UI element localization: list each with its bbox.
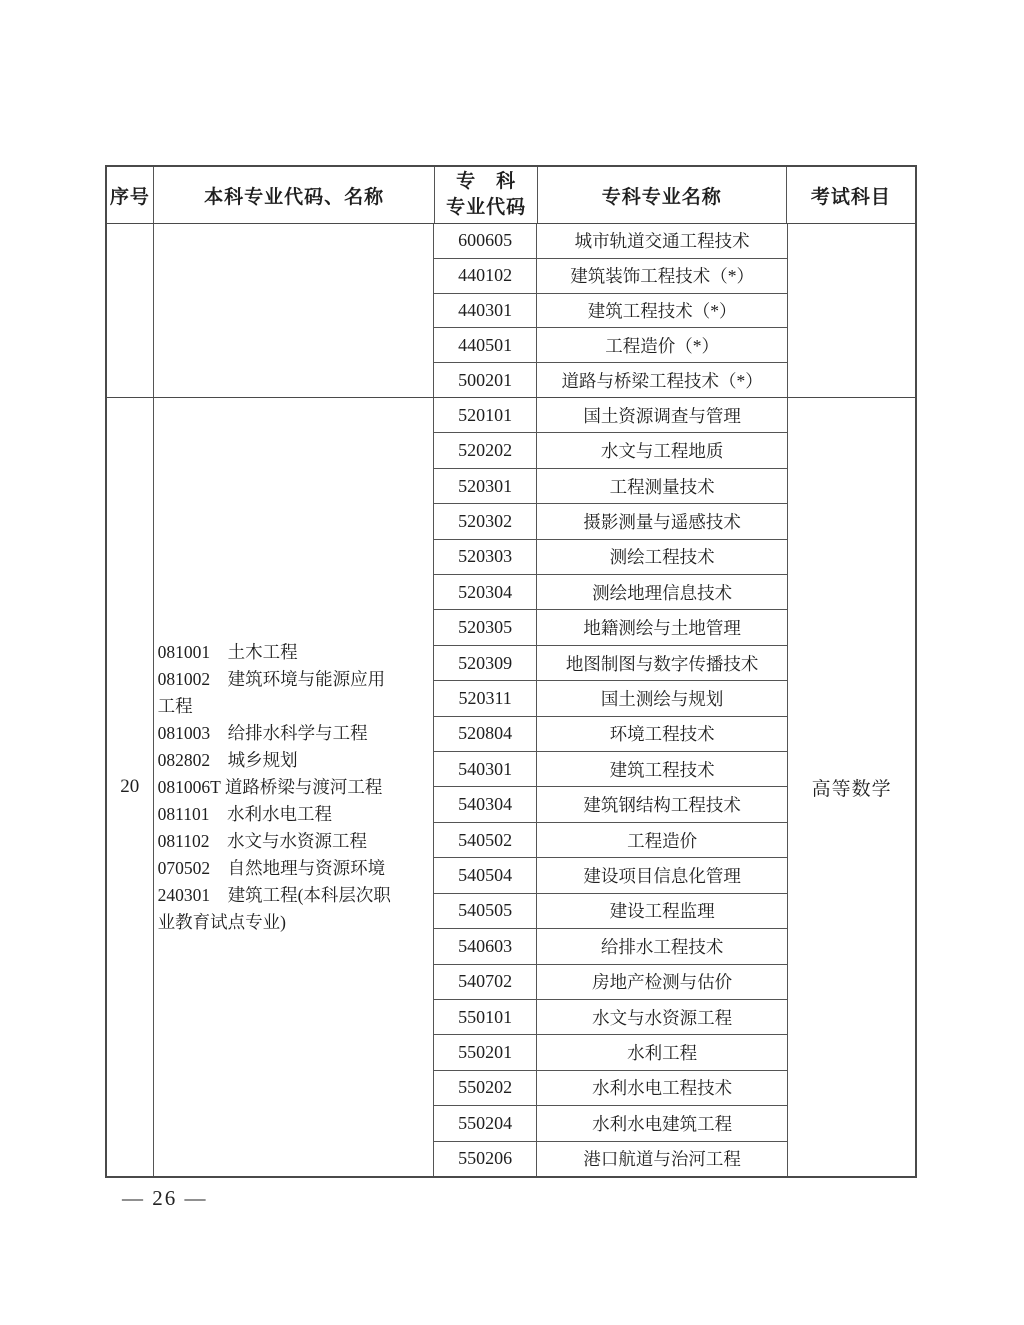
header-college-name-label: 专科专业名称	[601, 186, 722, 208]
header-seq	[107, 167, 154, 223]
table-row	[434, 823, 787, 858]
table-row	[434, 858, 787, 893]
college-major-name: 道路与桥梁工程技术（*）	[561, 370, 763, 391]
college-major-code: 500201	[434, 363, 537, 397]
undergrad-major-line: 081002 建筑环境与能源应用	[157, 668, 386, 689]
table-row	[434, 328, 787, 363]
college-major-name: 建筑钢结构工程技术	[583, 795, 741, 816]
table-row	[434, 1000, 787, 1035]
college-major-code: 540603	[434, 929, 537, 963]
table-row	[434, 1106, 787, 1141]
table-row	[434, 965, 787, 1000]
college-major-code: 520304	[434, 575, 537, 609]
college-major-code: 540301	[434, 752, 537, 786]
college-major-name: 摄影测量与遥感技术	[583, 511, 741, 532]
table-section-row-20	[107, 398, 915, 1176]
exam-subject-cell: 高等数学	[787, 398, 915, 1176]
college-major-name: 给排水工程技术	[600, 936, 724, 957]
undergrad-major-line: 081001 土木工程	[157, 641, 298, 662]
college-major-code: 550101	[434, 1000, 537, 1034]
undergrad-major-line: 070502 自然地理与资源环境	[157, 857, 386, 878]
table-row	[434, 752, 787, 787]
table-row	[434, 610, 787, 645]
table-row	[434, 575, 787, 610]
table-row	[434, 259, 787, 294]
college-major-code: 550201	[434, 1035, 537, 1069]
table-row	[434, 1035, 787, 1070]
college-major-name: 工程造价	[627, 830, 698, 851]
table-row	[434, 787, 787, 822]
table-row	[434, 504, 787, 539]
college-major-code: 520305	[434, 610, 537, 644]
header-college-name	[538, 167, 787, 223]
college-major-code: 600605	[434, 224, 537, 258]
college-major-code: 550202	[434, 1071, 537, 1105]
college-major-code: 520202	[434, 433, 537, 467]
table-row	[434, 1071, 787, 1106]
undergrad-major-line: 081102 水文与水资源工程	[157, 830, 367, 851]
college-major-code: 520309	[434, 646, 537, 680]
page-number: — 26 —	[122, 1186, 208, 1210]
seq-cell: 20	[107, 398, 154, 1176]
college-major-name: 工程测量技术	[609, 476, 715, 497]
college-major-name: 建筑装饰工程技术（*）	[570, 266, 755, 287]
college-major-name: 城市轨道交通工程技术	[574, 231, 750, 252]
table-header-row	[107, 167, 915, 224]
table-section-continued	[107, 224, 915, 398]
college-major-rows	[434, 224, 787, 397]
college-major-code: 520804	[434, 717, 537, 751]
table-row	[434, 224, 787, 259]
college-major-code: 520101	[434, 398, 537, 432]
undergrad-majors-cell	[154, 398, 435, 1176]
header-college-code	[435, 167, 538, 223]
college-major-name: 水文与水资源工程	[592, 1007, 733, 1028]
undergrad-major-line: 240301 建筑工程(本科层次职	[157, 884, 391, 905]
table-row	[434, 540, 787, 575]
college-major-code: 550206	[434, 1142, 537, 1176]
college-major-name: 测绘地理信息技术	[592, 582, 733, 603]
table-row	[434, 294, 787, 329]
college-major-code: 520303	[434, 540, 537, 574]
header-exam-subject	[787, 167, 915, 223]
undergrad-major-line: 081101 水利水电工程	[157, 803, 332, 824]
undergrad-major-line: 081006T 道路桥梁与渡河工程	[157, 776, 383, 797]
college-major-code: 440301	[434, 294, 537, 328]
college-major-code: 540505	[434, 894, 537, 928]
college-major-name: 建设项目信息化管理	[583, 865, 741, 886]
table-row	[434, 363, 787, 397]
college-major-name: 国土测绘与规划	[600, 688, 724, 709]
college-major-name: 建筑工程技术	[609, 759, 715, 780]
college-major-name: 建设工程监理	[609, 901, 715, 922]
college-major-rows	[434, 398, 787, 1176]
college-major-code: 540504	[434, 858, 537, 892]
header-college-code-line1: 专 科	[456, 171, 517, 192]
header-exam-label: 考试科目	[810, 186, 891, 208]
seq-cell	[107, 224, 154, 397]
college-major-name: 水利水电工程技术	[592, 1078, 733, 1099]
majors-exam-table	[105, 165, 917, 1178]
college-major-name: 工程造价（*）	[605, 335, 720, 356]
college-major-name: 水利工程	[627, 1043, 698, 1064]
undergrad-major-line: 082802 城乡规划	[157, 749, 298, 770]
college-major-name: 环境工程技术	[609, 724, 715, 745]
table-row	[434, 681, 787, 716]
header-college-code-line2: 专业代码	[446, 197, 527, 218]
table-row	[434, 433, 787, 468]
college-major-name: 国土资源调查与管理	[583, 405, 741, 426]
college-major-name: 港口航道与治河工程	[583, 1149, 741, 1170]
college-major-code: 440102	[434, 259, 537, 293]
college-major-code: 540502	[434, 823, 537, 857]
table-row	[434, 894, 787, 929]
college-major-code: 520302	[434, 504, 537, 538]
college-major-name: 地籍测绘与土地管理	[583, 618, 741, 639]
college-major-code: 520301	[434, 469, 537, 503]
college-major-code: 550204	[434, 1106, 537, 1140]
header-undergrad-label: 本科专业代码、名称	[204, 186, 385, 208]
table-row	[434, 1142, 787, 1176]
college-major-name: 地图制图与数字传播技术	[565, 653, 759, 674]
college-major-code: 540702	[434, 965, 537, 999]
undergrad-major-line: 工程	[157, 695, 193, 716]
exam-subject-cell	[787, 224, 915, 397]
table-row	[434, 469, 787, 504]
college-major-code: 520311	[434, 681, 537, 715]
college-major-code: 540304	[434, 787, 537, 821]
header-undergrad-code-name	[154, 167, 436, 223]
college-major-name: 建筑工程技术（*）	[587, 300, 737, 321]
college-major-name: 水利水电建筑工程	[592, 1113, 733, 1134]
undergrad-major-line: 081003 给排水科学与工程	[157, 722, 368, 743]
college-major-name: 水文与工程地质	[600, 441, 724, 462]
header-seq-label: 序号	[109, 186, 150, 208]
table-row	[434, 717, 787, 752]
college-major-name: 测绘工程技术	[609, 547, 715, 568]
table-row	[434, 646, 787, 681]
table-row	[434, 398, 787, 433]
college-major-name: 房地产检测与估价	[592, 972, 733, 993]
college-major-code: 440501	[434, 328, 537, 362]
table-row	[434, 929, 787, 964]
undergrad-major-line: 业教育试点专业)	[157, 911, 286, 932]
undergrad-majors-cell	[154, 224, 435, 397]
